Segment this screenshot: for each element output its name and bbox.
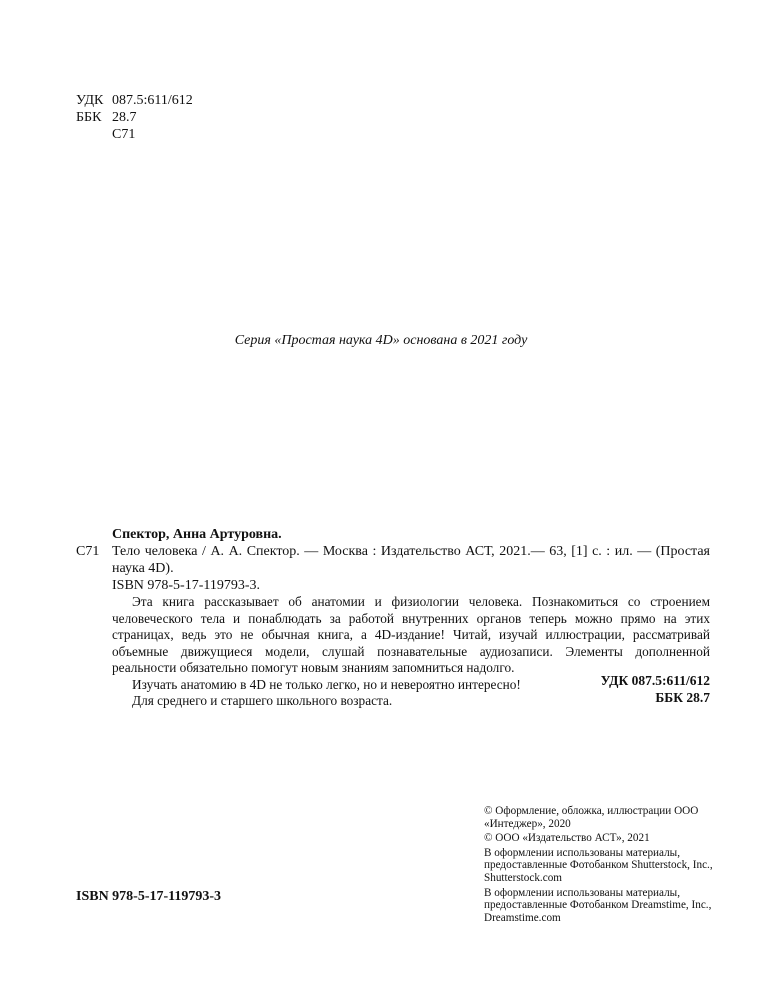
- title-row: [76, 543, 710, 577]
- isbn-bottom: ISBN 978-5-17-119793-3: [76, 889, 222, 904]
- bbk-value: 28.7: [112, 110, 137, 125]
- classification-block: [76, 92, 193, 143]
- series-note: Серия «Простая наука 4D» основана в 2021 году: [234, 333, 528, 348]
- copyright-line: © Оформление, обложка, иллюстрации ООО «Интеджер», 2020: [484, 805, 699, 830]
- right-bbk: ББК 28.7: [655, 690, 710, 705]
- record-code: С71: [76, 544, 100, 559]
- copyright-line: © ООО «Издательство АСТ», 2021: [484, 832, 650, 845]
- copyright-line: В оформлении использованы материалы, предоставленные Фотобанком Dreamstime, Inc., Dreamstime.com: [484, 886, 712, 924]
- isbn-record: ISBN 978-5-17-119793-3.: [112, 578, 261, 593]
- author-name: Спектор, Анна Артуровна.: [112, 527, 282, 542]
- copyright-line: В оформлении использованы материалы, предоставленные Фотобанком Shutterstock, Inc., Shutterstock.com: [484, 846, 713, 884]
- audience-note: Для среднего и старшего школьного возраста.: [132, 693, 393, 708]
- copyright-block: [484, 805, 714, 926]
- annotation-paragraph: Эта книга рассказывает об анатомии и физиологии человека. Познакомиться со строением человеческого тела и понаблюдать за работой внутренних органов теперь можно прямо на этих страницах, ведь это не обычная книга, а 4D-издание! Читай, изучай иллюстрации, рассматривай объемные движущиеся модели, слушай познавательные аудиозаписи. Элементы дополненной реальности обязательно помогут новым знаниям запомниться надолго.: [112, 594, 710, 675]
- bbk-label: ББК: [76, 110, 102, 125]
- annotation-paragraph: Изучать анатомию в 4D не только легко, но и невероятно интересно!: [132, 676, 521, 692]
- title-description: Тело человека / А. А. Спектор. — Москва : Издательство АСТ, 2021.— 63, [1] с. : ил. — (Простая наука 4D).: [112, 544, 710, 576]
- udk-label: УДК: [76, 93, 104, 108]
- bbk-row: [76, 109, 193, 126]
- author-code-row: [76, 126, 193, 143]
- right-udk: УДК 087.5:611/612: [600, 673, 710, 688]
- udk-row: [76, 92, 193, 109]
- right-classification: [601, 672, 710, 706]
- author-code: С71: [112, 127, 136, 142]
- udk-value: 087.5:611/612: [112, 93, 193, 108]
